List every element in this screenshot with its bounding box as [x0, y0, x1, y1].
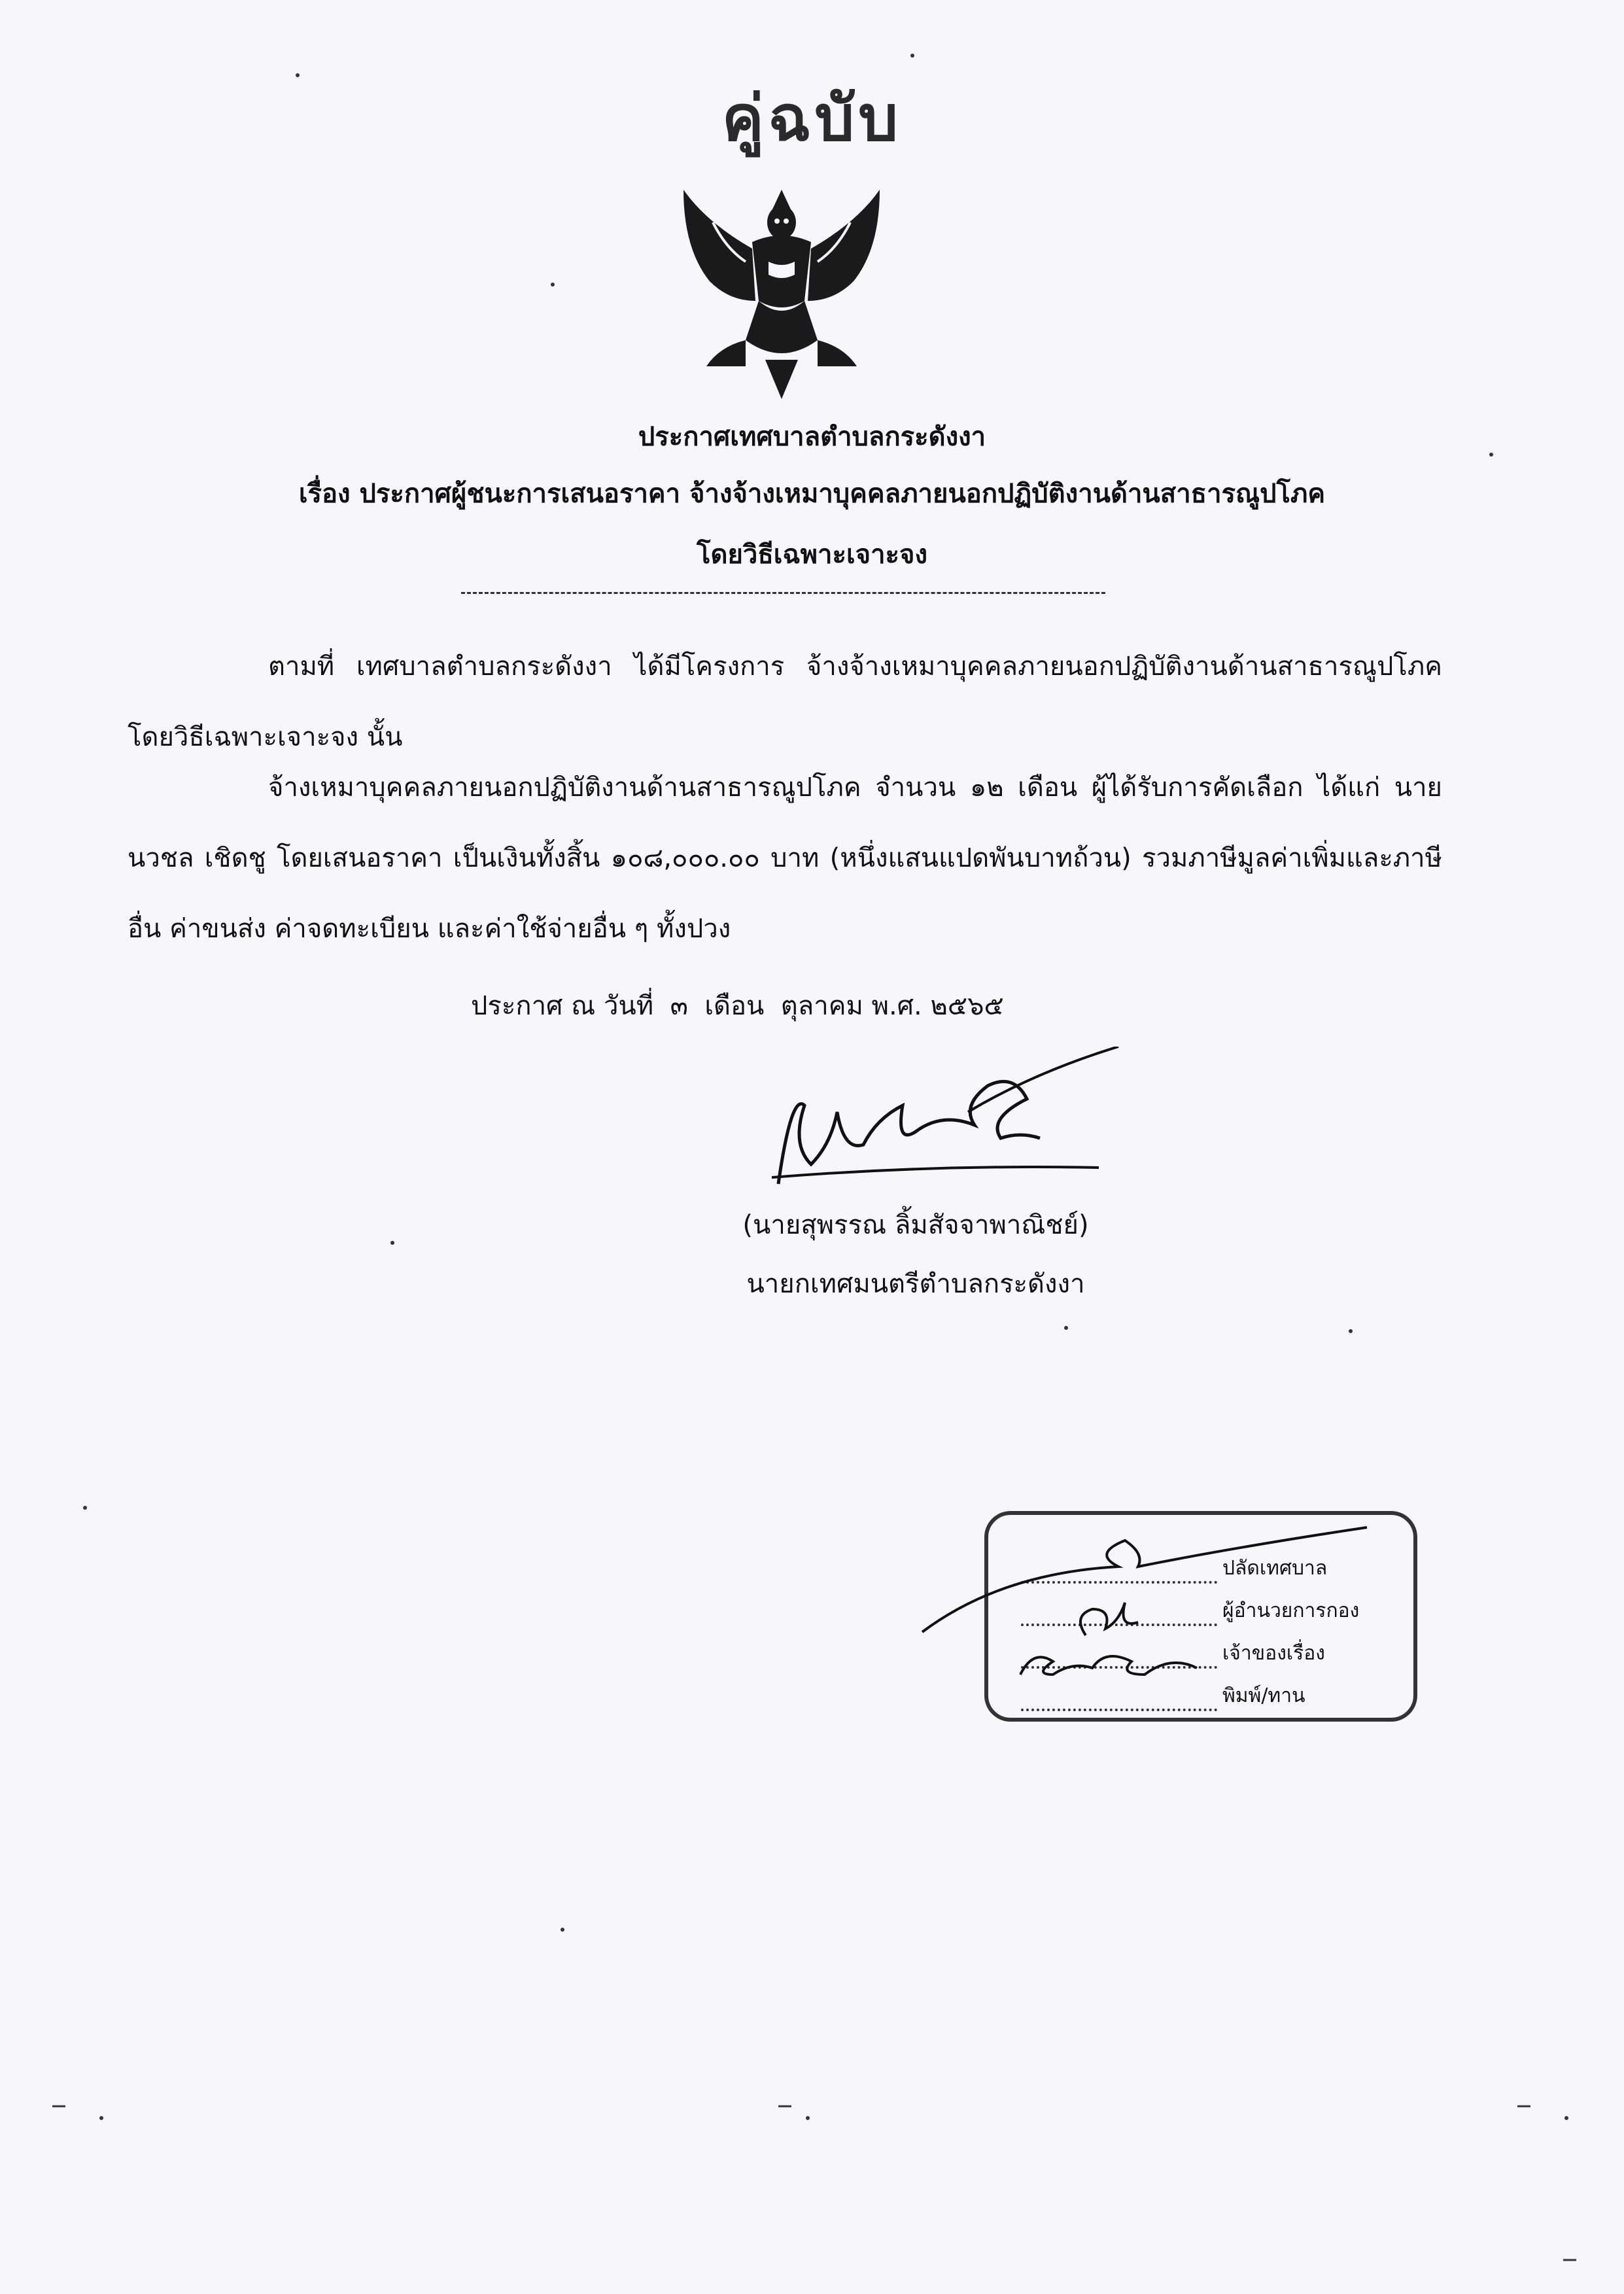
signer-name: (นายสุพรรณ ลิ้มสัจจาพาณิชย์)	[742, 1210, 1089, 1240]
approval-label: ปลัดเทศบาล	[1222, 1557, 1328, 1580]
paragraph-1: ตามที่ เทศบาลตำบลกระดังงา ได้มีโครงการ จ้างจ้างเหมาบุคคลภายนอกปฏิบัติงานด้านสาธารณูปโภค โดยวิธีเฉพาะเจาะจง นั้น	[128, 652, 1442, 752]
approval-label: ผู้อำนวยการกอง	[1222, 1599, 1360, 1622]
paragraph-2: จ้างเหมาบุคคลภายนอกปฏิบัติงานด้านสาธารณูปโภค จำนวน ๑๒ เดือน ผู้ได้รับการคัดเลือก ได้แก่ นาย นวชล เชิดชู โดยเสนอราคา เป็นเงินทั้งสิ้น ๑๐๘,๐๐๐.๐๐ บาท (หนึ่งแสนแปดพันบาทถ้วน) รวมภาษีมูลค่าเพิ่มและภาษีอื่น ค่าขนส่ง ค่าจดทะเบียน และค่าใช้จ่ายอื่น ๆ ทั้งปวง	[128, 773, 1442, 944]
heading-subject: เรื่อง ประกาศผู้ชนะการเสนอราคา จ้างจ้างเหมาบุคคลภายนอกปฏิบัติงานด้านสาธารณูปโภค	[298, 479, 1326, 509]
approval-label: พิมพ์/ทาน	[1222, 1684, 1305, 1707]
copy-stamp: คู่ฉบับ	[721, 82, 903, 155]
heading-method: โดยวิธีเฉพาะเจาะจง	[696, 540, 928, 570]
signer-title: นายกเทศมนตรีตำบลกระดังงา	[746, 1269, 1085, 1299]
heading-organization: ประกาศเทศบาลตำบลกระดังงา	[638, 422, 986, 452]
date-line: ประกาศ ณ วันที่ ๓ เดือน ตุลาคม พ.ศ. ๒๕๖๕	[471, 991, 1004, 1021]
approval-label: เจ้าของเรื่อง	[1222, 1642, 1325, 1665]
